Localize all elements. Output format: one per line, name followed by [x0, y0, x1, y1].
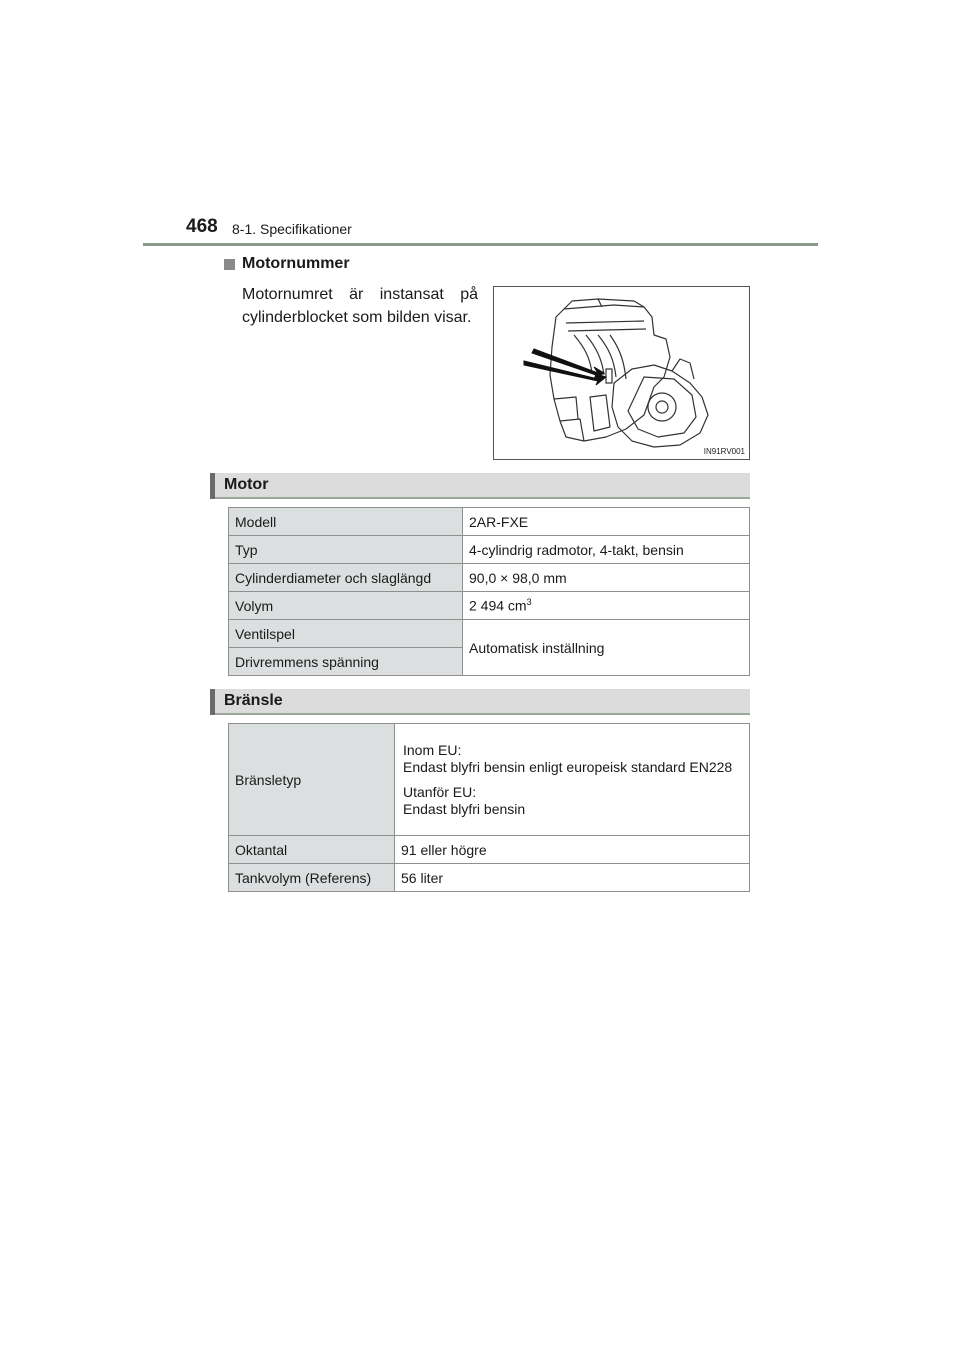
engine-illustration [493, 286, 750, 460]
section-bar-marker [210, 689, 215, 715]
figure-code: IN91RV001 [703, 447, 745, 456]
spec-value: Automatisk inställning [463, 620, 750, 676]
fuel-section-header [210, 689, 750, 715]
chapter-title: 8-1. Specifikationer [232, 221, 352, 237]
section-bar-marker [210, 473, 215, 499]
engine-number-heading-text: Motornummer [242, 255, 350, 272]
engine-number-heading [224, 255, 350, 273]
volume-value: 2 494 cm [469, 597, 527, 614]
table-row [229, 836, 750, 864]
table-row [229, 508, 750, 536]
fuel-noneu-heading: Utanför EU: [403, 783, 477, 800]
engine-number-text: Motornumret är instansat på cylinderblocket som bilden visar. [242, 286, 478, 326]
motor-section-header [210, 473, 750, 499]
spec-value: 4-cylindrig radmotor, 4-takt, bensin [463, 536, 750, 564]
motor-section-title: Motor [224, 476, 269, 493]
spec-label: Drivremmens spänning [229, 648, 463, 676]
spec-label: Ventilspel [229, 620, 463, 648]
spec-label: Typ [229, 536, 463, 564]
fuel-eu-heading: Inom EU: [403, 741, 462, 758]
table-row [229, 536, 750, 564]
spec-value: 91 eller högre [395, 836, 750, 864]
fuel-spec-table [228, 723, 750, 892]
table-row [229, 620, 750, 648]
spec-label: Bränsletyp [229, 724, 395, 836]
fuel-eu-block [403, 742, 741, 776]
spec-label: Volym [229, 592, 463, 620]
spec-label: Modell [229, 508, 463, 536]
fuel-eu-text: Endast blyfri bensin enligt europeisk standard EN228 [403, 758, 733, 775]
header-divider [143, 243, 818, 246]
table-row [229, 864, 750, 892]
fuel-noneu-block [403, 784, 741, 818]
volume-unit-exponent: 3 [526, 597, 532, 608]
fuel-noneu-text: Endast blyfri bensin [403, 800, 526, 817]
spec-value [463, 592, 750, 620]
fuel-section-title: Bränsle [224, 692, 283, 709]
spec-value: 56 liter [395, 864, 750, 892]
motor-spec-table [228, 507, 750, 676]
engine-drawing [494, 287, 749, 459]
spec-label: Tankvolym (Referens) [229, 864, 395, 892]
spec-value [395, 724, 750, 836]
table-row [229, 564, 750, 592]
table-row [229, 592, 750, 620]
spec-label: Cylinderdiameter och slaglängd [229, 564, 463, 592]
table-row [229, 724, 750, 836]
square-bullet-icon [224, 259, 235, 270]
spec-label: Oktantal [229, 836, 395, 864]
page-number: 468 [186, 216, 218, 237]
spec-value: 90,0 × 98,0 mm [463, 564, 750, 592]
spec-value: 2AR-FXE [463, 508, 750, 536]
